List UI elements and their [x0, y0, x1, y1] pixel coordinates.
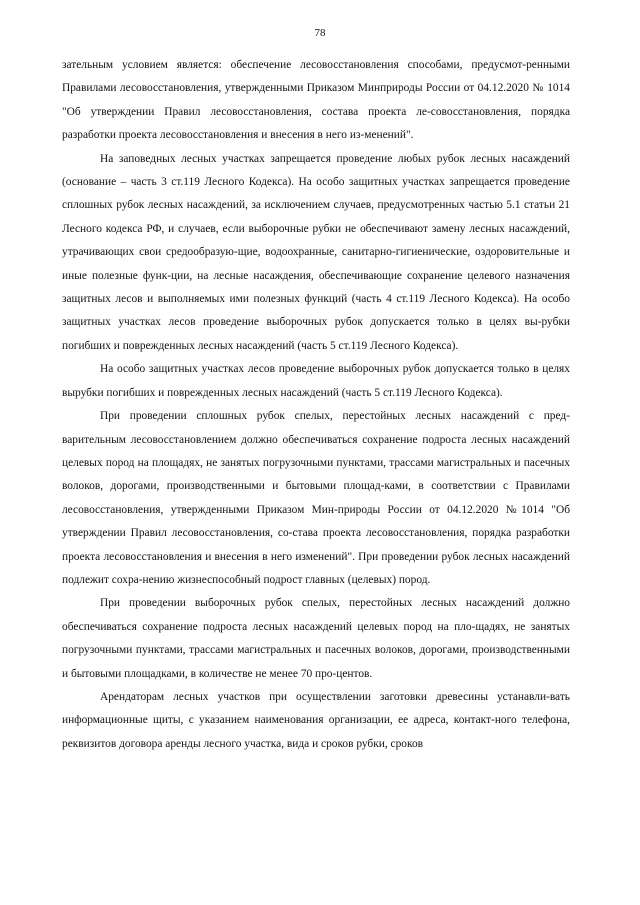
page-number: 78 [314, 27, 326, 39]
paragraph-selective-preservation: При проведении выборочных рубок спелых, перестойных лесных насаждений должно обеспечиваться сохранение подроста лесных насаждений целевых пород на пло-щадях, не занятых погрузочными пунктами, трассами магистральных и пасечных волоков, дорогами, производственными и бытовыми площадками, в количестве не менее 70 про-центов. [62, 597, 570, 680]
paragraph-continuation: зательным условием является: обеспечение лесовосстановления способами, предусмот-ренными Правилами лесовосстановления, утвержденными Приказом Минприроды России от 04.12.2020 № 1014 "Об утверждении Правил лесовосстановления, состава проекта ле-совосстановления, порядка разработки проекта лесовосстановления и внесения в него из-менений". [62, 59, 570, 142]
paragraph-reserve-areas: На заповедных лесных участках запрещается проведение любых рубок лесных насаждений (основание – часть 3 ст.119 Лесного Кодекса). На особо защитных участках запрещается проведение сплошных рубок лесных насаждений, за исключением случаев, предусмотренных частью 5.1 статьи 21 Лесного кодекса РФ, и случаев, если выборочные рубки не обеспечивают замену лесных насаждений, утрачивающих свои средообразую-щие, водоохранные, санитарно-гигиенические, оздоровительные и иные полезные функ-ции, на лесные насаждения, обеспечивающие сохранение целевого назначения защитных лесов и выполняемых ими полезных функций (часть 4 ст.119 Лесного Кодекса). На особо защитных участках лесов проведение выборочных рубок допускается только в целях вы-рубки погибших и поврежденных лесных насаждений (часть 5 ст.119 Лесного Кодекса). [62, 152, 570, 352]
paragraph-clear-cutting: При проведении сплошных рубок спелых, перестойных лесных насаждений с пред-варительным лесовосстановлением должно обеспечиваться сохранение подроста лесных насаждений целевых пород на площадях, не занятых погрузочными пунктами, трассами магистральных и пасечных волоков, дорогами, производственными и бытовыми площад-ками, в соответствии с Правилами лесовосстановления, утвержденными Приказом Мин-природы России от 04.12.2020 №1014 "Об утверждении Правил лесовосстановления, со-става проекта лесовосстановления, порядка разработки проекта лесовосстановления и внесения в него изменений". При проведении рубок лесных насаждений подлежит сохра-нению жизнеспособный подрост главных (целевых) пород. [62, 410, 570, 586]
paragraph-information-boards: Арендаторам лесных участков при осуществлении заготовки древесины устанавли-вать информационные щиты, с указанием наименования организации, ее адреса, контакт-ного телефона, реквизитов договора аренды лесного участка, вида и сроков рубки, сроков [62, 690, 570, 750]
paragraph-selective-cutting: На особо защитных участках лесов проведение выборочных рубок допускается только в целях вырубки погибших и поврежденных лесных насаждений (часть 5 ст.119 Лесного Кодекса). [62, 363, 570, 399]
document-body [62, 54, 570, 756]
